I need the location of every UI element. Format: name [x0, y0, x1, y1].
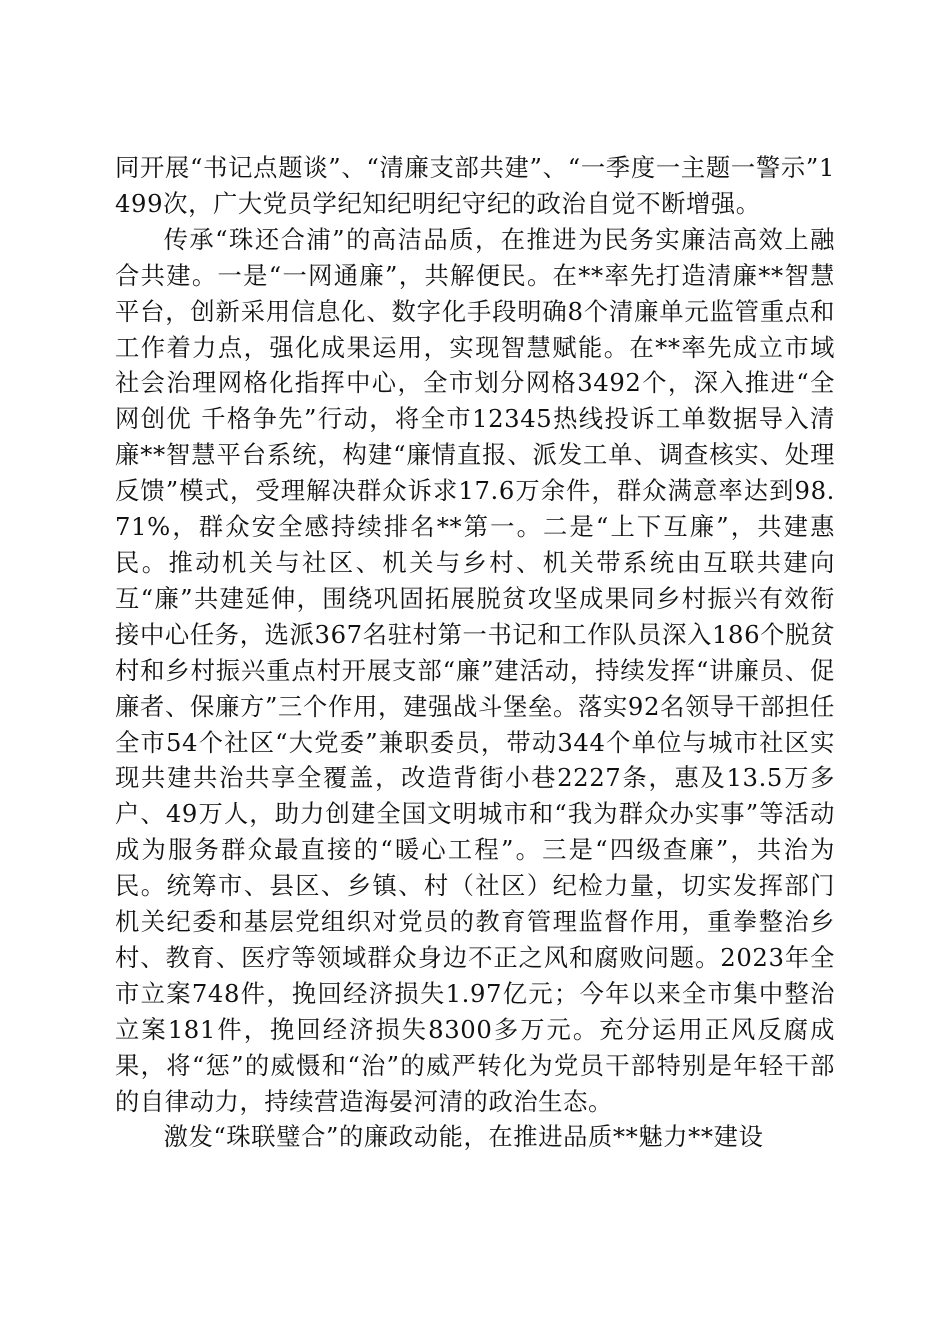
document-body [115, 150, 835, 1155]
paragraph-zhuhuanhepu: 传承“珠还合浦”的高洁品质，在推进为民务实廉洁高效上融合共建。一是“一网通廉”，共解便民。在**率先打造清廉**智慧平台，创新采用信息化、数字化手段明确8个清廉单元监管重点和工作着力点，强化成果运用，实现智慧赋能。在**率先成立市域社会治理网格化指挥中心，全市划分网格3492个，深入推进“全网创优 千格争先”行动，将全市12345热线投诉工单数据导入清廉**智慧平台系统，构建“廉情直报、派发工单、调查核实、处理反馈”模式，受理解决群众诉求17.6万余件，群众满意率达到98.71%，群众安全感持续排名**第一。二是“上下互廉”，共建惠民。推动机关与社区、机关与乡村、机关带系统由互联共建向互“廉”共建延伸，围绕巩固拓展脱贫攻坚成果同乡村振兴有效衔接中心任务，选派367名驻村第一书记和工作队员深入186个脱贫村和乡村振兴重点村开展支部“廉”建活动，持续发挥“讲廉员、促廉者、保廉方”三个作用，建强战斗堡垒。落实92名领导干部担任全市54个社区“大党委”兼职委员，带动344个单位与城市社区实现共建共治共享全覆盖，改造背街小巷2227条，惠及13.5万多户、49万人，助力创建全国文明城市和“我为群众办实事”等活动成为服务群众最直接的“暖心工程”。三是“四级查廉”，共治为民。统筹市、县区、乡镇、村（社区）纪检力量，切实发挥部门机关纪委和基层党组织对党员的教育管理监督作用，重拳整治乡村、教育、医疗等领域群众身边不正之风和腐败问题。2023年全市立案748件，挽回经济损失1.97亿元；今年以来全市集中整治立案181件，挽回经济损失8300多万元。充分运用正风反腐成果，将“惩”的威慑和“治”的威严转化为党员干部特别是年轻干部的自律动力，持续营造海晏河清的政治生态。 [115, 224, 835, 1116]
paragraph-continuation: 同开展“书记点题谈”、“清廉支部共建”、“一季度一主题一警示”1499次，广大党员学纪知纪明纪守纪的政治自觉不断增强。 [115, 153, 835, 218]
paragraph-zhulianbihe: 激发“珠联璧合”的廉政动能，在推进品质**魅力**建设 [163, 1122, 764, 1152]
